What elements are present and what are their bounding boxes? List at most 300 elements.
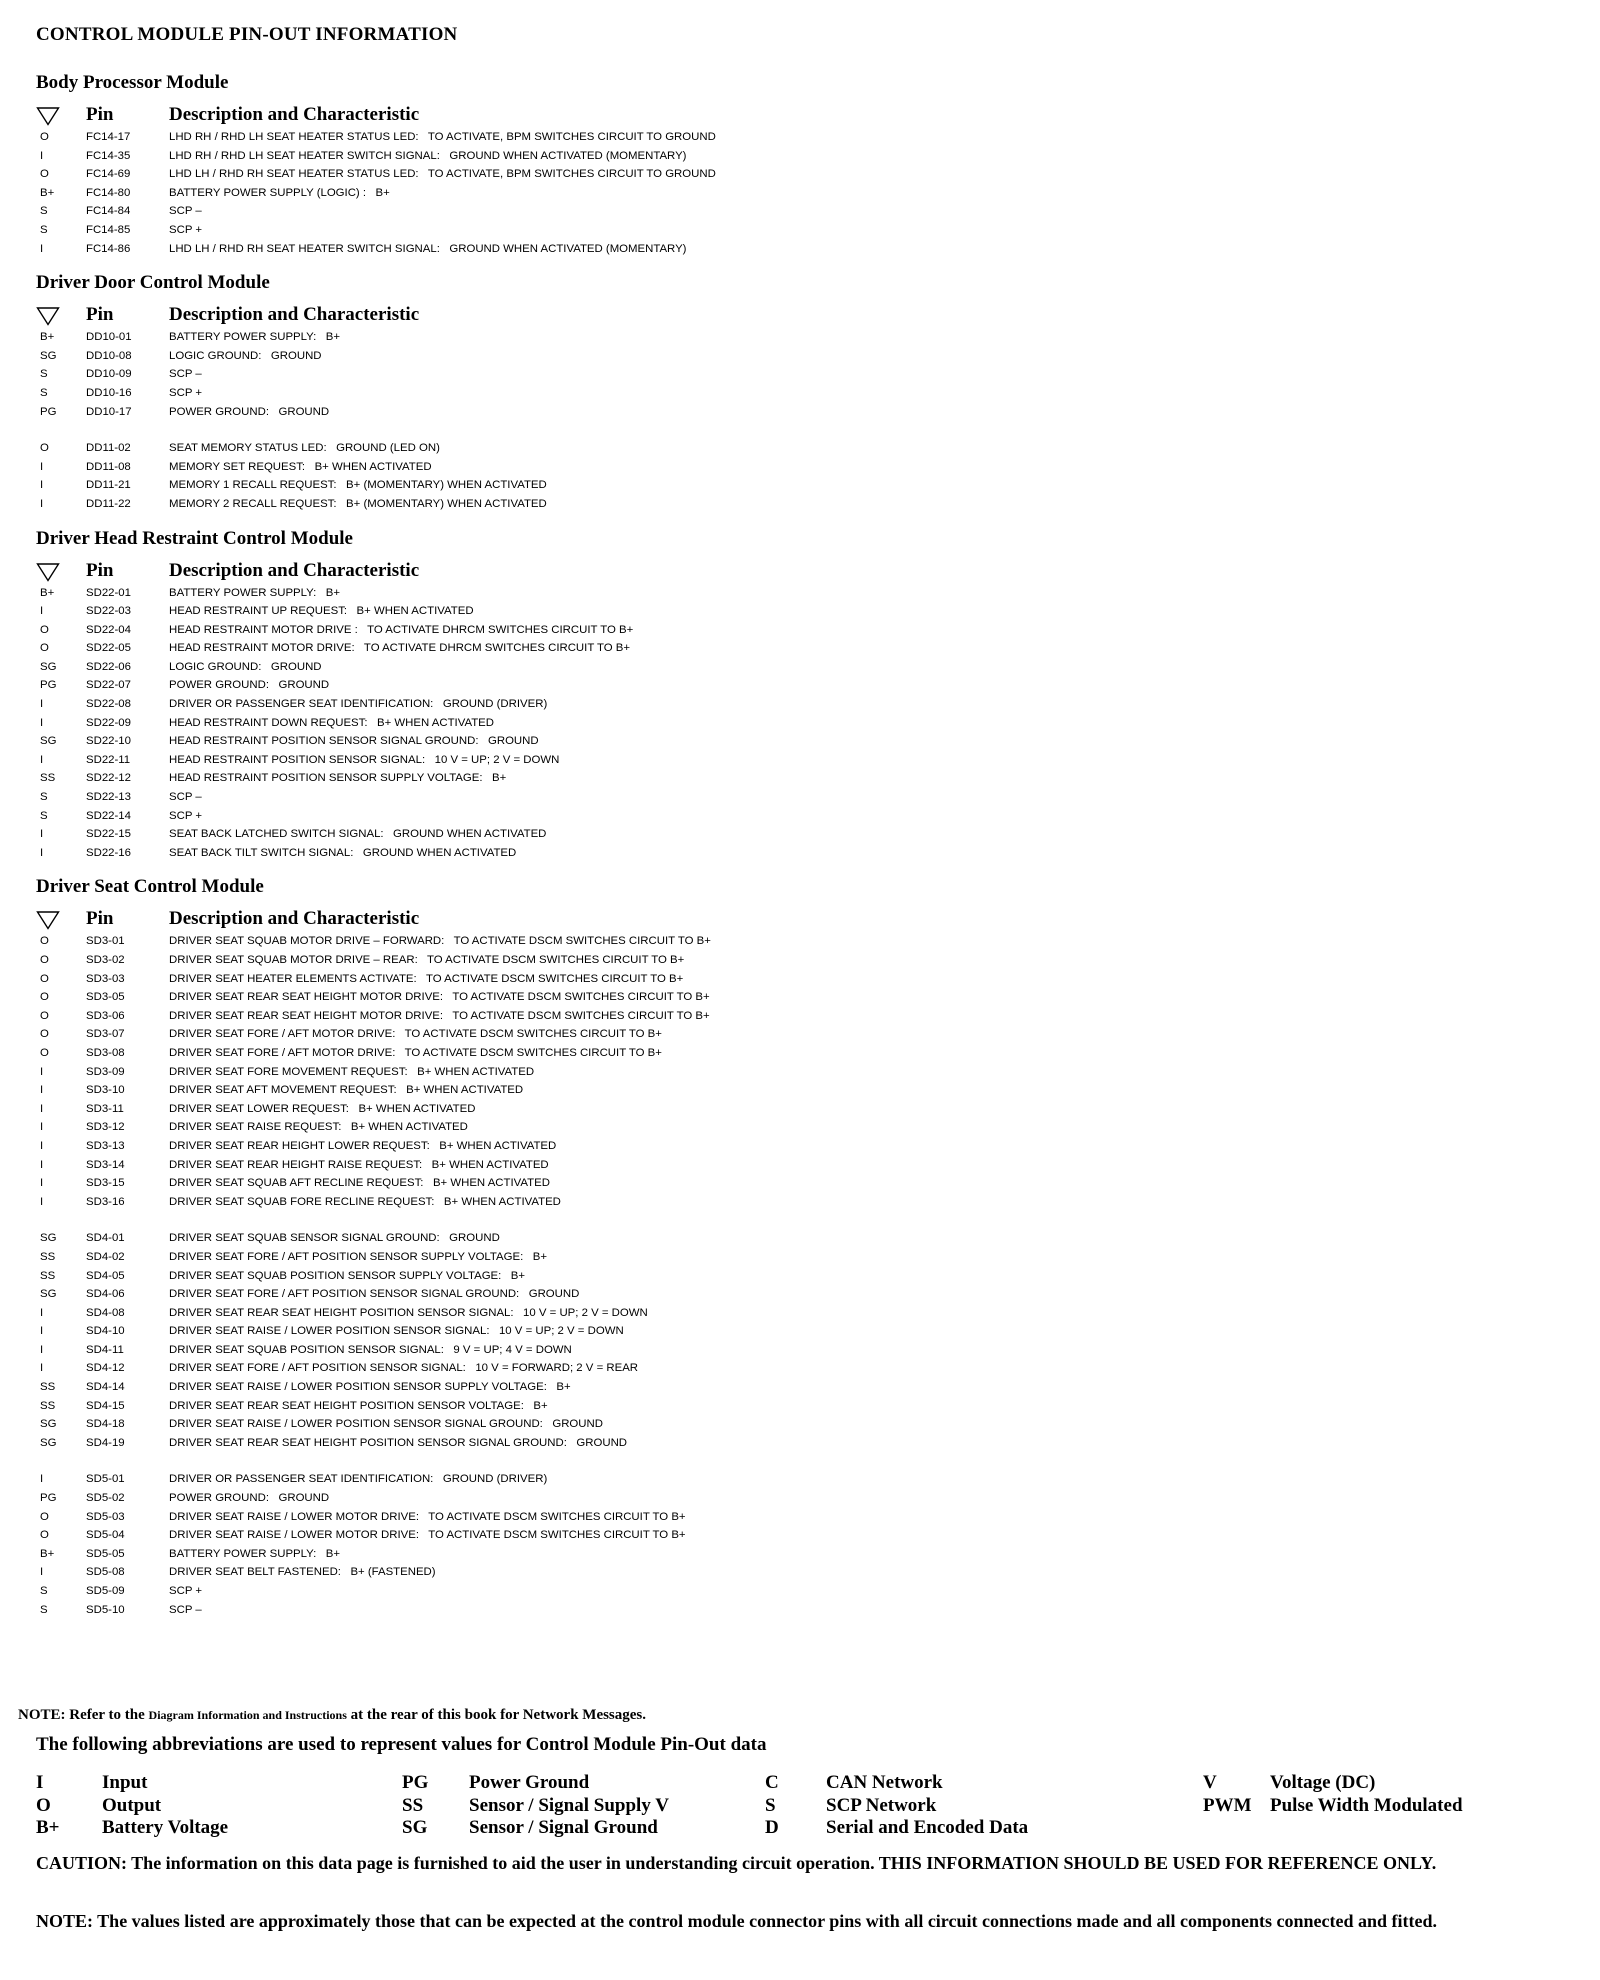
pin-description: DRIVER SEAT SQUAB POSITION SENSOR SUPPLY VOLTAGE: B+ — [169, 1269, 526, 1282]
pin-number: FC14-84 — [86, 205, 131, 218]
pin-row — [36, 1156, 1566, 1175]
pin-description: HEAD RESTRAINT POSITION SENSOR SIGNAL GROUND: GROUND — [169, 735, 539, 748]
pin-row — [36, 1397, 1566, 1416]
pin-code: S — [40, 791, 48, 804]
abbreviation-row — [36, 1817, 1566, 1840]
column-header-row — [36, 556, 1566, 582]
pin-row — [36, 347, 1566, 366]
pin-description: POWER GROUND: GROUND — [169, 1492, 330, 1505]
section-title: Driver Seat Control Module — [36, 876, 264, 898]
pin-number: SD4-11 — [86, 1343, 124, 1356]
abbreviation-row — [36, 1772, 1566, 1795]
pin-number: DD11-08 — [86, 460, 131, 473]
pin-description: DRIVER SEAT RAISE / LOWER MOTOR DRIVE: TO ACTIVATE DSCM SWITCHES CIRCUIT TO B+ — [169, 1510, 686, 1523]
pin-description: HEAD RESTRAINT MOTOR DRIVE: TO ACTIVATE DHRCM SWITCHES CIRCUIT TO B+ — [169, 642, 631, 655]
pin-description: SCP + — [169, 1585, 203, 1597]
pin-description: MEMORY SET REQUEST: B+ WHEN ACTIVATED — [169, 460, 432, 473]
pin-number: SD5-04 — [86, 1529, 125, 1542]
pin-code: O — [40, 623, 49, 636]
abbreviation-meaning: CAN Network — [826, 1772, 943, 1793]
pin-number: SD5-02 — [86, 1492, 125, 1505]
pin-code: I — [40, 1306, 44, 1319]
pin-number: DD10-16 — [86, 386, 132, 399]
pin-number: DD10-09 — [86, 368, 132, 381]
pin-code: I — [40, 1102, 44, 1115]
pin-row — [36, 365, 1566, 384]
pin-description: BATTERY POWER SUPPLY: B+ — [169, 586, 341, 599]
pin-row — [36, 1063, 1566, 1082]
section-title: Driver Door Control Module — [36, 272, 270, 294]
abbreviation-meaning: SCP Network — [826, 1794, 937, 1816]
pin-description: HEAD RESTRAINT POSITION SENSOR SUPPLY VOLTAGE: B+ — [169, 772, 507, 785]
pin-row — [36, 1248, 1566, 1267]
section-title: Driver Head Restraint Control Module — [36, 527, 353, 549]
abbreviation-row — [36, 1795, 1566, 1818]
pin-code: I — [40, 1566, 44, 1579]
pin-number: SD22-14 — [86, 809, 131, 822]
pin-row — [36, 1434, 1566, 1453]
pin-row — [36, 165, 1566, 184]
pin-number: SD5-01 — [86, 1473, 125, 1486]
pin-description: SEAT BACK LATCHED SWITCH SIGNAL: GROUND WHEN ACTIVATED — [169, 828, 547, 841]
pin-description: LHD LH / RHD RH SEAT HEATER STATUS LED: TO ACTIVATE, BPM SWITCHES CIRCUIT TO GROUND — [169, 168, 716, 181]
pin-code: SS — [40, 1250, 56, 1263]
pin-row — [36, 1118, 1566, 1137]
pin-number: DD10-08 — [86, 349, 132, 362]
pin-code: S — [40, 205, 48, 218]
pin-description: DRIVER SEAT RAISE / LOWER MOTOR DRIVE: TO ACTIVATE DSCM SWITCHES CIRCUIT TO B+ — [169, 1529, 686, 1542]
direction-triangle-icon — [36, 910, 86, 930]
pin-number: FC14-35 — [86, 149, 131, 162]
pin-number: SD3-12 — [86, 1121, 125, 1134]
abbreviation-meaning: Battery Voltage — [102, 1817, 229, 1838]
network-note-suffix: at the rear of this book for Network Messages. — [346, 1707, 647, 1723]
pin-row — [36, 584, 1566, 603]
abbreviation-code: O — [36, 1794, 51, 1816]
pin-description: HEAD RESTRAINT POSITION SENSOR SIGNAL: 10 V = UP; 2 V = DOWN — [169, 753, 560, 766]
pin-description: DRIVER SEAT REAR SEAT HEIGHT MOTOR DRIVE: TO ACTIVATE DSCM SWITCHES CIRCUIT TO B+ — [169, 1009, 710, 1022]
abbreviation-meaning: Sensor / Signal Ground — [469, 1817, 658, 1838]
pin-row — [36, 844, 1566, 863]
pin-code: O — [40, 991, 49, 1004]
pin-number: SD3-06 — [86, 1009, 125, 1022]
pin-row — [36, 639, 1566, 658]
pin-row — [36, 240, 1566, 259]
module-section — [36, 72, 1566, 258]
pin-number: SD4-19 — [86, 1436, 125, 1449]
description-header: Description and Characteristic — [169, 104, 420, 125]
pin-number: SD3-14 — [86, 1158, 125, 1171]
pin-number: SD3-01 — [86, 935, 125, 948]
pin-description: DRIVER SEAT RAISE / LOWER POSITION SENSOR SIGNAL: 10 V = UP; 2 V = DOWN — [169, 1325, 624, 1338]
pin-number: SD4-02 — [86, 1250, 125, 1263]
pin-number: FC14-80 — [86, 186, 131, 199]
pin-code: B+ — [40, 331, 55, 344]
pin-description: DRIVER SEAT SQUAB AFT RECLINE REQUEST: B+ WHEN ACTIVATED — [169, 1177, 550, 1190]
pin-row — [36, 695, 1566, 714]
pin-code: I — [40, 846, 44, 859]
abbreviation-meaning: Voltage (DC) — [1270, 1772, 1376, 1793]
column-header-row — [36, 904, 1566, 930]
module-section — [36, 272, 1566, 513]
pin-row — [36, 658, 1566, 677]
pin-number: SD3-16 — [86, 1195, 125, 1208]
pin-number: FC14-17 — [86, 131, 131, 143]
pin-code: I — [40, 1121, 44, 1134]
pin-number: SD4-10 — [86, 1325, 125, 1338]
pin-row — [36, 1285, 1566, 1304]
pin-number: SD4-14 — [86, 1381, 125, 1394]
pin-description: DRIVER SEAT FORE / AFT POSITION SENSOR SIGNAL: 10 V = FORWARD; 2 V = REAR — [169, 1362, 639, 1375]
pin-row — [36, 147, 1566, 166]
description-header: Description and Characteristic — [169, 559, 420, 581]
pin-number: SD22-13 — [86, 791, 131, 804]
pin-row — [36, 1322, 1566, 1341]
pin-code: I — [40, 149, 44, 162]
pin-row — [36, 1601, 1566, 1620]
pin-number: SD22-11 — [86, 753, 131, 766]
pin-row — [36, 621, 1566, 640]
pin-code: S — [40, 1603, 48, 1616]
pin-row — [36, 1526, 1566, 1545]
description-header: Description and Characteristic — [169, 304, 420, 326]
pin-header: Pin — [86, 304, 114, 326]
pin-code: O — [40, 1046, 49, 1059]
pin-description: DRIVER SEAT RAISE REQUEST: B+ WHEN ACTIVATED — [169, 1121, 468, 1134]
pin-description: LHD RH / RHD LH SEAT HEATER STATUS LED: TO ACTIVATE, BPM SWITCHES CIRCUIT TO GROUND — [169, 131, 716, 143]
pin-description: DRIVER SEAT RAISE / LOWER POSITION SENSOR SUPPLY VOLTAGE: B+ — [169, 1381, 571, 1394]
pin-description: SCP – — [169, 368, 202, 381]
pin-row — [36, 676, 1566, 695]
pin-number: SD4-01 — [86, 1232, 125, 1245]
pin-code: I — [40, 1158, 44, 1171]
abbreviation-code: V — [1203, 1772, 1217, 1793]
network-note — [18, 1707, 646, 1724]
abbreviation-meaning: Input — [102, 1772, 148, 1793]
page-title: CONTROL MODULE PIN-OUT INFORMATION — [36, 24, 458, 45]
pin-code: SG — [40, 1232, 57, 1245]
pin-code: I — [40, 1343, 44, 1356]
description-header: Description and Characteristic — [169, 908, 420, 930]
pin-code: I — [40, 460, 44, 473]
pin-number: SD4-18 — [86, 1418, 125, 1431]
pin-description: DRIVER SEAT BELT FASTENED: B+ (FASTENED) — [169, 1566, 436, 1579]
pin-code: I — [40, 479, 44, 492]
module-sections — [36, 72, 1566, 1619]
pin-description: DRIVER SEAT SQUAB SENSOR SIGNAL GROUND: GROUND — [169, 1232, 500, 1245]
abbreviation-code: D — [765, 1817, 779, 1838]
pin-number: SD22-08 — [86, 698, 131, 711]
network-note-reference: Diagram Information and Instructions — [148, 1708, 347, 1722]
pin-row — [36, 1229, 1566, 1248]
pin-code: O — [40, 972, 49, 985]
pin-row — [36, 1341, 1566, 1360]
pin-description: SCP – — [169, 205, 202, 218]
pin-number: SD22-07 — [86, 679, 131, 692]
direction-triangle-icon — [36, 562, 86, 582]
pin-description: DRIVER SEAT SQUAB MOTOR DRIVE – REAR: TO ACTIVATE DSCM SWITCHES CIRCUIT TO B+ — [169, 954, 685, 966]
pin-code: I — [40, 1177, 44, 1190]
abbreviation-code: SG — [402, 1817, 428, 1838]
pin-number: SD4-05 — [86, 1269, 125, 1282]
pin-number: FC14-69 — [86, 168, 131, 181]
pin-code: B+ — [40, 186, 55, 199]
abbreviation-meaning: Serial and Encoded Data — [826, 1817, 1029, 1838]
direction-triangle-icon — [36, 106, 86, 126]
pin-number: DD11-22 — [86, 497, 131, 510]
pin-row — [36, 1081, 1566, 1100]
pin-description: HEAD RESTRAINT MOTOR DRIVE : TO ACTIVATE DHRCM SWITCHES CIRCUIT TO B+ — [169, 623, 634, 636]
pin-code: SG — [40, 1436, 57, 1449]
abbreviation-code — [1203, 1817, 1270, 1840]
pin-number: SD22-10 — [86, 735, 131, 748]
pin-row — [36, 988, 1566, 1007]
pin-code: O — [40, 1028, 49, 1041]
pin-code: O — [40, 1529, 49, 1542]
pin-row — [36, 1378, 1566, 1397]
pin-code: SG — [40, 660, 57, 673]
pin-row — [36, 807, 1566, 826]
pin-number: SD22-01 — [86, 586, 131, 599]
pin-description: SCP – — [169, 1603, 202, 1616]
pin-number: FC14-86 — [86, 242, 131, 255]
pin-number: SD3-11 — [86, 1102, 124, 1115]
pin-description: SCP + — [169, 223, 203, 236]
values-note: NOTE: The values listed are approximately those that can be expected at the control module connector pins with all circuit connections made and all components connected and fitted. — [36, 1911, 1437, 1931]
pin-description: HEAD RESTRAINT UP REQUEST: B+ WHEN ACTIVATED — [169, 605, 474, 618]
pin-code: I — [40, 1325, 44, 1338]
pin-code: B+ — [40, 1547, 55, 1560]
pin-code: SG — [40, 1418, 57, 1431]
pin-number: SD22-06 — [86, 660, 131, 673]
pin-row — [36, 1359, 1566, 1378]
pin-row — [36, 1489, 1566, 1508]
abbreviation-meaning: Sensor / Signal Supply V — [469, 1794, 669, 1816]
pin-code: SG — [40, 735, 57, 748]
network-note-prefix: NOTE: Refer to the — [18, 1707, 149, 1723]
pin-number: SD3-07 — [86, 1028, 125, 1041]
pin-description: DRIVER SEAT REAR SEAT HEIGHT POSITION SENSOR VOLTAGE: B+ — [169, 1399, 548, 1412]
pin-code: O — [40, 168, 49, 181]
pin-description: DRIVER SEAT REAR HEIGHT LOWER REQUEST: B+ WHEN ACTIVATED — [169, 1139, 557, 1152]
pin-row — [36, 970, 1566, 989]
pin-code: S — [40, 1585, 48, 1597]
pin-description: DRIVER SEAT HEATER ELEMENTS ACTIVATE: TO ACTIVATE DSCM SWITCHES CIRCUIT TO B+ — [169, 972, 684, 985]
pin-description: SEAT MEMORY STATUS LED: GROUND (LED ON) — [169, 442, 440, 455]
pin-description: DRIVER SEAT REAR SEAT HEIGHT MOTOR DRIVE: TO ACTIVATE DSCM SWITCHES CIRCUIT TO B+ — [169, 991, 710, 1004]
pin-row — [36, 1174, 1566, 1193]
pin-code: S — [40, 809, 48, 822]
pin-code: PG — [40, 1492, 57, 1505]
pin-code: O — [40, 935, 49, 948]
pin-description: POWER GROUND: GROUND — [169, 405, 330, 418]
pin-number: SD22-12 — [86, 772, 131, 785]
pin-row — [36, 951, 1566, 970]
direction-triangle-icon — [36, 306, 86, 326]
pin-row — [36, 184, 1566, 203]
pin-header: Pin — [86, 104, 114, 125]
pin-row — [36, 1470, 1566, 1489]
pin-code: O — [40, 1510, 49, 1523]
pin-description: DRIVER SEAT FORE / AFT POSITION SENSOR SIGNAL GROUND: GROUND — [169, 1288, 580, 1301]
pin-description: BATTERY POWER SUPPLY: B+ — [169, 1547, 341, 1560]
pin-description: POWER GROUND: GROUND — [169, 679, 330, 692]
pin-row — [36, 221, 1566, 240]
pin-row — [36, 1193, 1566, 1212]
pin-code: I — [40, 698, 44, 711]
pin-row — [36, 1415, 1566, 1434]
pin-code: O — [40, 1009, 49, 1022]
pin-number: SD4-12 — [86, 1362, 125, 1375]
column-header-row — [36, 100, 1566, 126]
abbreviation-meaning: Power Ground — [469, 1772, 590, 1793]
pin-code: I — [40, 1473, 44, 1486]
pin-description: DRIVER OR PASSENGER SEAT IDENTIFICATION: GROUND (DRIVER) — [169, 1473, 548, 1486]
pin-number: SD3-15 — [86, 1177, 125, 1190]
pin-code: PG — [40, 405, 57, 418]
pin-description: DRIVER SEAT FORE / AFT MOTOR DRIVE: TO ACTIVATE DSCM SWITCHES CIRCUIT TO B+ — [169, 1046, 662, 1059]
pin-number: SD5-03 — [86, 1510, 125, 1523]
pin-row — [36, 1267, 1566, 1286]
pin-description: DRIVER SEAT SQUAB FORE RECLINE REQUEST: B+ WHEN ACTIVATED — [169, 1195, 561, 1208]
pin-description: MEMORY 2 RECALL REQUEST: B+ (MOMENTARY) WHEN ACTIVATED — [169, 497, 547, 510]
pin-row — [36, 602, 1566, 621]
pin-code: I — [40, 716, 44, 729]
pin-row — [36, 1563, 1566, 1582]
pin-description: DRIVER SEAT SQUAB MOTOR DRIVE – FORWARD: TO ACTIVATE DSCM SWITCHES CIRCUIT TO B+ — [169, 935, 711, 948]
pin-row — [36, 458, 1566, 477]
pin-number: DD11-02 — [86, 442, 131, 455]
pin-row — [36, 495, 1566, 514]
pin-row — [36, 439, 1566, 458]
abbreviation-code: SS — [402, 1794, 424, 1816]
pin-description: SCP + — [169, 809, 203, 822]
pin-code: I — [40, 828, 44, 841]
abbreviation-code: I — [36, 1772, 44, 1793]
pin-code: SS — [40, 772, 56, 785]
pin-row — [36, 932, 1566, 951]
pin-code: O — [40, 131, 49, 143]
pin-row — [36, 732, 1566, 751]
pin-row — [36, 1545, 1566, 1564]
pin-code: I — [40, 1195, 44, 1208]
pin-description: DRIVER SEAT FORE / AFT MOTOR DRIVE: TO ACTIVATE DSCM SWITCHES CIRCUIT TO B+ — [169, 1028, 662, 1041]
pin-code: I — [40, 1139, 44, 1152]
pin-code: SG — [40, 349, 57, 362]
pin-description: DRIVER OR PASSENGER SEAT IDENTIFICATION: GROUND (DRIVER) — [169, 698, 548, 711]
pin-number: SD5-09 — [86, 1585, 125, 1597]
pin-number: SD22-04 — [86, 623, 131, 636]
pin-number: SD5-08 — [86, 1566, 125, 1579]
pin-number: SD3-08 — [86, 1046, 125, 1059]
abbreviation-code: S — [765, 1794, 776, 1816]
pin-row — [36, 714, 1566, 733]
pin-description: DRIVER SEAT RAISE / LOWER POSITION SENSOR SIGNAL GROUND: GROUND — [169, 1418, 603, 1431]
pin-code: O — [40, 442, 49, 455]
pin-number: DD11-21 — [86, 479, 131, 492]
pin-row — [36, 788, 1566, 807]
module-section — [36, 876, 1566, 1619]
pin-row — [36, 328, 1566, 347]
pin-code: I — [40, 1065, 44, 1078]
pin-code: I — [40, 605, 44, 618]
pin-code: S — [40, 386, 48, 399]
pin-description: DRIVER SEAT FORE MOVEMENT REQUEST: B+ WHEN ACTIVATED — [169, 1065, 535, 1078]
pin-number: SD3-09 — [86, 1065, 125, 1078]
pin-number: SD3-03 — [86, 972, 125, 985]
pin-code: I — [40, 753, 44, 766]
pin-code: B+ — [40, 586, 55, 599]
pin-code: O — [40, 954, 49, 966]
pin-description: DRIVER SEAT REAR HEIGHT RAISE REQUEST: B+ WHEN ACTIVATED — [169, 1158, 549, 1171]
pin-number: SD22-16 — [86, 846, 131, 859]
pin-description: BATTERY POWER SUPPLY (LOGIC) : B+ — [169, 186, 390, 199]
section-title: Body Processor Module — [36, 72, 229, 93]
pin-number: SD22-15 — [86, 828, 131, 841]
pin-number: SD3-02 — [86, 954, 125, 966]
pin-row — [36, 1582, 1566, 1601]
pin-code: SS — [40, 1269, 56, 1282]
abbreviation-code: C — [765, 1772, 779, 1793]
pin-description: DRIVER SEAT AFT MOVEMENT REQUEST: B+ WHEN ACTIVATED — [169, 1084, 524, 1097]
abbreviations-table — [36, 1772, 1566, 1840]
pin-code: O — [40, 642, 49, 655]
pin-description: DRIVER SEAT REAR SEAT HEIGHT POSITION SENSOR SIGNAL GROUND: GROUND — [169, 1436, 628, 1449]
pin-code: I — [40, 497, 44, 510]
pin-number: SD5-05 — [86, 1547, 125, 1560]
pin-code: S — [40, 223, 48, 236]
pin-number: SD4-06 — [86, 1288, 125, 1301]
pin-code: I — [40, 1084, 44, 1097]
pin-description: DRIVER SEAT REAR SEAT HEIGHT POSITION SENSOR SIGNAL: 10 V = UP; 2 V = DOWN — [169, 1306, 648, 1319]
pin-code: SG — [40, 1288, 57, 1301]
pinout-page — [36, 24, 1566, 1633]
pin-number: SD4-08 — [86, 1306, 125, 1319]
pin-row — [36, 1044, 1566, 1063]
pin-description: LOGIC GROUND: GROUND — [169, 660, 322, 673]
pin-number: SD22-05 — [86, 642, 131, 655]
pin-description: MEMORY 1 RECALL REQUEST: B+ (MOMENTARY) WHEN ACTIVATED — [169, 479, 547, 492]
pin-row — [36, 1508, 1566, 1527]
pin-code: SS — [40, 1399, 56, 1412]
abbreviation-code: PG — [402, 1772, 429, 1793]
pin-row — [36, 1137, 1566, 1156]
pin-code: I — [40, 242, 44, 255]
pin-description: LHD RH / RHD LH SEAT HEATER SWITCH SIGNAL: GROUND WHEN ACTIVATED (MOMENTARY) — [169, 149, 687, 162]
pin-code: S — [40, 368, 48, 381]
pin-code: SS — [40, 1381, 56, 1394]
pin-number: DD10-01 — [86, 331, 132, 344]
pin-description: SCP + — [169, 386, 203, 399]
abbreviation-code: B+ — [36, 1817, 60, 1838]
pin-number: SD3-10 — [86, 1084, 125, 1097]
pin-number: SD5-10 — [86, 1603, 125, 1616]
pin-number: SD4-15 — [86, 1399, 125, 1412]
pin-description: SCP – — [169, 791, 202, 804]
pin-number: SD22-03 — [86, 605, 131, 618]
pin-description: DRIVER SEAT LOWER REQUEST: B+ WHEN ACTIVATED — [169, 1102, 476, 1115]
pin-row — [36, 202, 1566, 221]
pin-row — [36, 1025, 1566, 1044]
pin-number: SD22-09 — [86, 716, 131, 729]
pin-number: SD3-05 — [86, 991, 125, 1004]
pin-description: SEAT BACK TILT SWITCH SIGNAL: GROUND WHEN ACTIVATED — [169, 846, 517, 859]
pin-row — [36, 476, 1566, 495]
pin-number: FC14-85 — [86, 223, 131, 236]
pin-row — [36, 384, 1566, 403]
module-section — [36, 528, 1566, 863]
abbreviation-code: PWM — [1203, 1794, 1252, 1816]
